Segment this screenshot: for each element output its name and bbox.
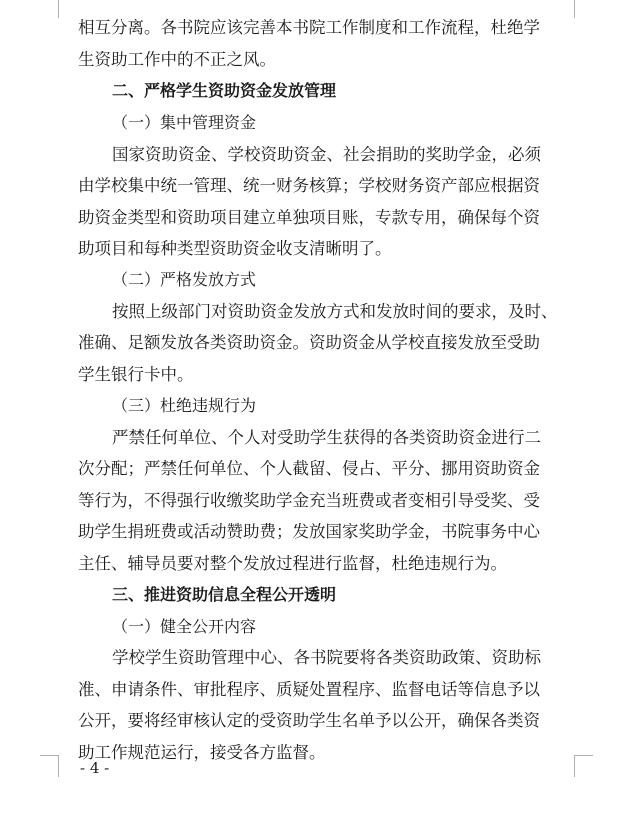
section-heading: 二、严格学生资助资金发放管理 [112, 81, 337, 100]
body-line: 按照上级部门对资助资金发放方式和发放时间的要求，及时、 [112, 302, 558, 321]
body-line: 次分配；严禁任何单位、个人截留、侵占、平分、挪用资助资金 [78, 459, 540, 478]
body-line: 国家资助资金、学校资助资金、社会捐助的奖助学金，必须 [112, 145, 541, 164]
subsection-heading: （二）严格发放方式 [112, 270, 257, 289]
body-line: 准、申请条件、审批程序、质疑处置程序、监督电话等信息予以 [78, 680, 540, 699]
crop-mark-bottom-right-h [575, 755, 593, 756]
crop-mark-bottom-right-v [574, 755, 575, 777]
crop-mark-top-left-v [58, 0, 59, 18]
body-line: 助工作规范运行，接受各方监督。 [78, 743, 326, 762]
body-line: 准确、足额发放各类资助资金。资助资金从学校直接发放至受助 [78, 333, 540, 352]
body-line: 主任、辅导员要对整个发放过程进行监督，杜绝违规行为。 [78, 554, 507, 573]
crop-mark-bottom-left-h [40, 755, 58, 756]
body-line: 相互分离。各书院应该完善本书院工作制度和工作流程，杜绝学 [78, 18, 540, 37]
body-line: 公开，要将经审核认定的受资助学生名单予以公开，确保各类资 [78, 711, 540, 730]
body-line: 生资助工作中的不正之风。 [78, 50, 276, 69]
body-line: 由学校集中统一管理、统一财务核算；学校财务资产部应根据资 [78, 176, 540, 195]
subsection-heading: （三）杜绝违规行为 [112, 396, 257, 415]
subsection-heading: （一）健全公开内容 [112, 617, 257, 636]
section-heading: 三、推进资助信息全程公开透明 [112, 585, 337, 604]
body-line: 学校学生资助管理中心、各书院要将各类资助政策、资助标 [112, 648, 541, 667]
crop-mark-top-right-v [574, 0, 575, 18]
subsection-heading: （一）集中管理资金 [112, 113, 257, 132]
body-line: 助资金类型和资助项目建立单独项目账，专款专用，确保每个资 [78, 208, 540, 227]
body-line: 严禁任何单位、个人对受助学生获得的各类资助资金进行二 [112, 428, 541, 447]
page-number: - 4 - [80, 759, 110, 777]
crop-mark-bottom-left-v [58, 755, 59, 777]
body-line: 助学生捐班费或活动赞助费；发放国家奖助学金，书院事务中心 [78, 522, 540, 541]
body-line: 学生银行卡中。 [78, 365, 194, 384]
body-line: 助项目和每种类型资助资金收支清晰明了。 [78, 239, 392, 258]
body-line: 等行为，不得强行收缴奖助学金充当班费或者变相引导受奖、受 [78, 491, 540, 510]
